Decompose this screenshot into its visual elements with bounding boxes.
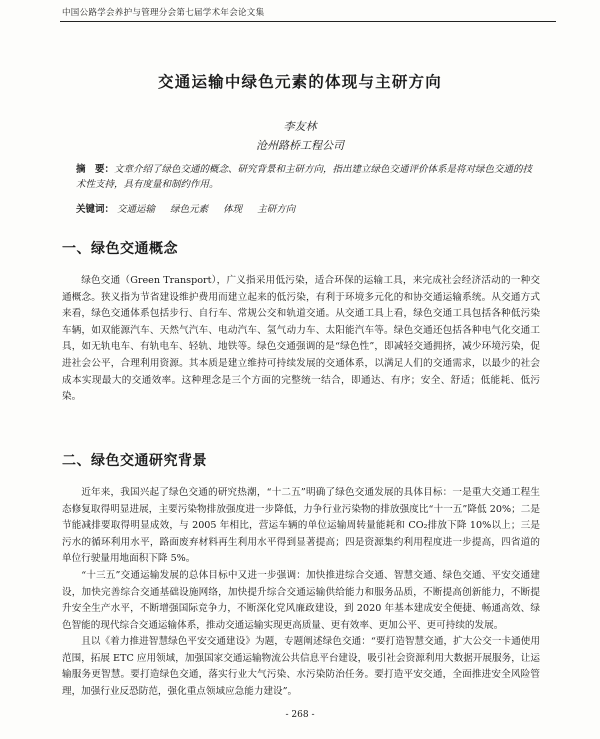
keywords xyxy=(76,201,536,215)
author-affiliation: 沧州路桥工程公司 xyxy=(256,139,344,152)
page-number: - 268 - xyxy=(285,710,315,720)
keywords-label: 关键词： xyxy=(76,204,115,215)
section-heading: 一、绿色交通概念 xyxy=(62,241,178,257)
body-paragraph: “十三五”交通运输发展的总体目标中又进一步强调：加快推进综合交通、智慧交通、绿色交通、平安交通建设，加快完善综合交通基础设施网络，加快提升综合交通运输供给能力和服务品质，不断提高创新能力，不断提升安全生产水平，不断增强国际竞争力，不断深化党风廉政建设，到 2020 年基本建成安全便捷、畅通高效、绿色智能的现代综合交通运输体系，推动交通运输实现更高质量、更有效率、更加公平、更可持续的发展。 xyxy=(62,570,540,631)
keyword: 主研方向 xyxy=(257,204,296,215)
abstract xyxy=(76,162,536,192)
body-paragraph: 且以《着力推进智慧绿色平安交通建设》为题，专题阐述绿色交通：“要打造智慧交通，扩大公交一卡通使用范围，拓展 ETC 应用领域，加强国家交通运输物流公共信息平台建设，吸引社会资源利用大数据开展服务，让运输服务更智慧。要打造绿色交通，落实行业大气污染、水污染防治任务。要打造平安交通，全面推进安全风险管理，加强行业反恐防范，强化重点领域应急能力建设”。 xyxy=(62,636,540,697)
keyword: 交通运输 xyxy=(117,204,156,215)
running-header: 中国公路学会养护与管理分会第七届学术年会论文集 xyxy=(62,8,265,18)
abstract-text: 文章介绍了绿色交通的概念、研究背景和主研方向，指出建立绿色交通评价体系是将对绿色交通的技术性支持，具有度量和制约作用。 xyxy=(76,164,533,190)
abstract-label: 摘 要： xyxy=(76,164,115,175)
keyword: 体现 xyxy=(223,204,243,215)
keyword: 绿色元素 xyxy=(170,204,209,215)
author-name: 李友林 xyxy=(283,120,317,133)
header-rule xyxy=(60,21,556,22)
body-paragraph: 近年来，我国兴起了绿色交通的研究热潮，“十二五”明确了绿色交通发展的具体目标：一是重大交通工程生态修复取得明显进展，主要污染物排放强度进一步降低，力争行业污染物的排放强度比“十一五”降低 20%；二是节能减排要取得明显成效，与 2005 年相比，营运车辆的单位运输周转量能耗和 CO₂排放下降 10%以上；三是污水的循环利用水平，路面废弃材料再生利用水平得到显著提高；四是资源集约利用程度进一步提高，四省道的单位行驶量用地面积下降 5%。 xyxy=(62,487,540,565)
body-paragraph: 绿色交通（Green Transport），广义指采用低污染，适合环保的运输工具，来完成社会经济活动的一种交通概念。狭义指为节省建设维护费用而建立起来的低污染，有利于环境多元化的和协交通运输系统。从交通方式来看，绿色交通体系包括步行、自行车、常规公交和轨道交通。从交通工具上看，绿色交通工具包括各种低污染车辆，如双能源汽车、天然气汽车、电动汽车、氢气动力车、太阳能汽车等。绿色交通还包括各种电气化交通工具，如无轨电车、有轨电车、轻轨、地铁等。绿色交通强调的是“绿色性”，即减轻交通拥挤，减少环境污染，促进社会公平，合理利用资源。其本质是建立维持可持续发展的交通体系，以满足人们的交通需求，以最少的社会成本实现最大的交通效率。这种理念是三个方面的完整统一结合，即通达、有序；安全、舒适；低能耗、低污染。 xyxy=(62,275,540,403)
paper-title: 交通运输中绿色元素的体现与主研方向 xyxy=(158,73,442,91)
section-heading: 二、绿色交通研究背景 xyxy=(62,453,207,469)
